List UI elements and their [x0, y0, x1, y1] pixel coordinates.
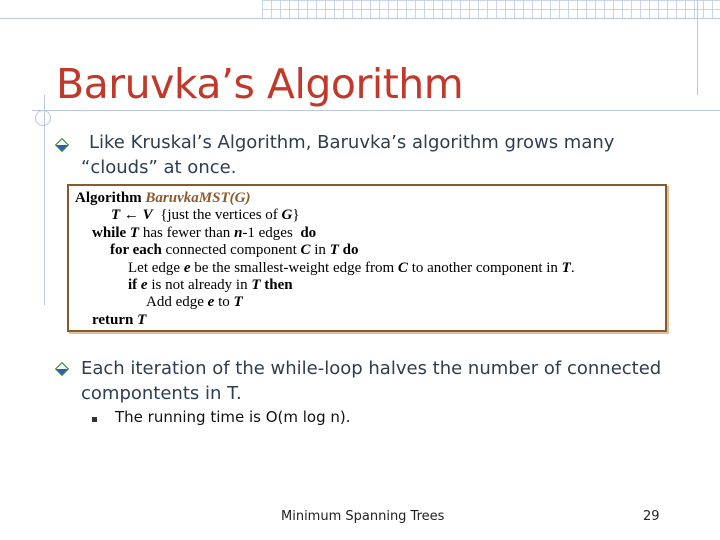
algorithm-box	[67, 184, 667, 332]
algo-line-3: while T has fewer than n-1 edges do	[92, 224, 317, 241]
square-bullet-icon	[92, 417, 97, 422]
slide-footer: Minimum Spanning Trees	[281, 509, 445, 524]
diamond-bullet-icon	[55, 138, 69, 152]
top-rule	[0, 18, 720, 19]
left-rule	[44, 95, 45, 305]
diamond-bullet-icon	[55, 362, 69, 376]
algo-line-8: return T	[92, 311, 147, 328]
decorative-circle	[35, 110, 51, 126]
algo-line-4: for each connected component C in T do	[110, 242, 359, 259]
algo-line-6: if e is not already in T then	[128, 277, 293, 294]
sub-bullet-running-time: The running time is O(m log n).	[115, 408, 351, 426]
right-rule	[697, 0, 698, 95]
decorative-grid	[262, 0, 720, 18]
algo-line-5: Let edge e be the smallest-weight edge from C to another component in T.	[128, 259, 575, 276]
page-number: 29	[643, 509, 660, 524]
title-underline	[32, 110, 720, 111]
bullet-iteration: Each iteration of the while-loop halves the number of connected compontents in T.	[81, 358, 662, 404]
slide-title: Baruvka’s Algorithm	[56, 60, 464, 108]
algo-line-7: Add edge e to T	[146, 294, 243, 311]
algo-line-2: T ← V {just the vertices of G}	[111, 207, 300, 224]
algo-line-1: Algorithm BaruvkaMST(G)	[75, 190, 251, 206]
bullet-kruskal: Like Kruskal’s Algorithm, Baruvka’s algorithm grows many “clouds” at once.	[81, 132, 615, 178]
